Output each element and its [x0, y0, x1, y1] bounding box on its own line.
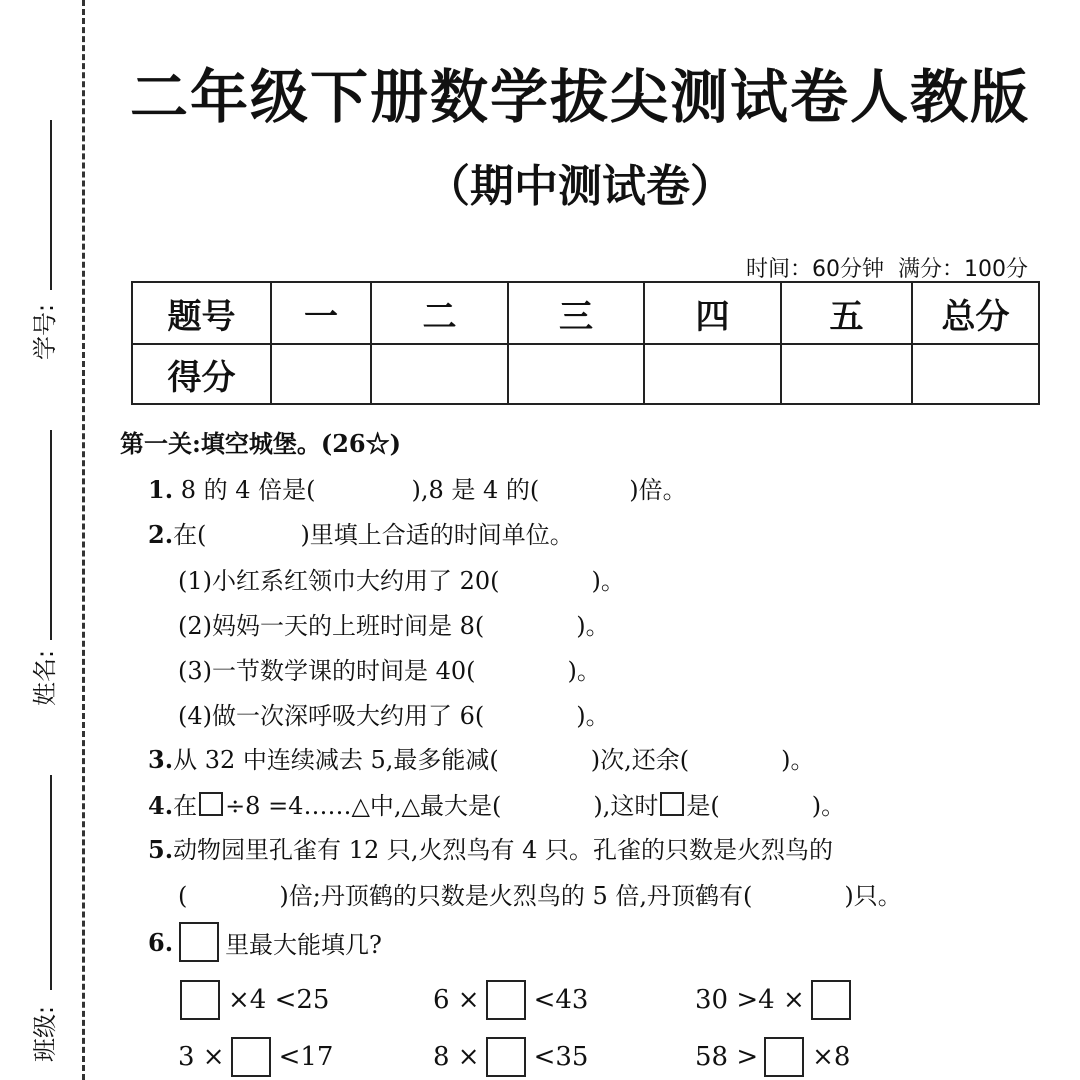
question-text: (4)做一次深呼吸大约用了 6(: [178, 702, 485, 730]
inequality: [180, 980, 329, 1020]
question-text: )倍。: [629, 476, 687, 504]
question-text: 在(: [173, 521, 207, 549]
question-5: [148, 830, 833, 865]
question-text: )倍;丹顶鹤的只数是火烈鸟的 5 倍,丹顶鹤有(: [279, 882, 753, 910]
question-text: 在: [173, 792, 198, 820]
question-text: )只。: [844, 882, 902, 910]
score-cell-total[interactable]: [912, 344, 1039, 404]
square-blank-icon: [179, 922, 219, 962]
question-2-1: [178, 561, 625, 596]
header-cell-4: 四: [644, 282, 781, 344]
inequality: [695, 980, 851, 1020]
header-cell-total: 总分: [912, 282, 1039, 344]
inequality-text: ×8: [812, 1042, 851, 1072]
name-label: 姓名:: [30, 649, 59, 707]
question-text: )。: [591, 567, 625, 595]
exam-full-score: 满分：100分: [898, 257, 1028, 282]
question-2: [148, 515, 574, 550]
question-3: [148, 740, 814, 775]
student-no-line[interactable]: [50, 120, 52, 290]
page-title: 二年级下册数学拔尖测试卷人教版: [129, 63, 1030, 131]
score-cell-1[interactable]: [271, 344, 371, 404]
score-cell-3[interactable]: [508, 344, 644, 404]
inequality-text: <35: [533, 1042, 589, 1072]
inequality-text: ×4 <25: [228, 985, 330, 1015]
question-6: [148, 922, 382, 962]
answer-box[interactable]: [231, 1037, 271, 1077]
question-number: 5.: [148, 835, 174, 864]
question-text: 动物园里孔雀有 12 只,火烈鸟有 4 只。孔雀的只数是火烈鸟的: [173, 836, 834, 864]
inequality-text: <17: [278, 1042, 334, 1072]
inequality: [695, 1037, 850, 1077]
score-table-score-row: [132, 344, 1039, 404]
question-text: ),这时: [593, 792, 659, 820]
question-number: 6.: [148, 927, 174, 957]
score-cell-2[interactable]: [371, 344, 508, 404]
header-cell-5: 五: [781, 282, 912, 344]
question-text: 从 32 中连续减去 5,最多能减(: [173, 746, 499, 774]
question-2-2: [178, 606, 610, 641]
question-text: )。: [576, 702, 610, 730]
binding-dashed-line: [82, 0, 85, 1080]
score-cell-5[interactable]: [781, 344, 912, 404]
name-line[interactable]: [50, 430, 52, 640]
exam-meta: [746, 252, 1028, 283]
question-5-line2: [178, 876, 902, 911]
answer-box[interactable]: [486, 1037, 526, 1077]
answer-box[interactable]: [811, 980, 851, 1020]
question-text: )。: [781, 746, 815, 774]
class-line[interactable]: [50, 775, 52, 990]
question-number: 1.: [148, 475, 174, 504]
question-text: (2)妈妈一天的上班时间是 8(: [178, 612, 485, 640]
answer-box[interactable]: [486, 980, 526, 1020]
question-number: 2.: [148, 520, 174, 549]
class-label: 班级:: [30, 1005, 59, 1063]
question-text: )里填上合适的时间单位。: [300, 521, 574, 549]
question-4: [148, 786, 845, 821]
inequality: [178, 1037, 333, 1077]
question-text: (: [178, 882, 188, 910]
question-text: 是(: [686, 792, 720, 820]
student-no-label: 学号:: [30, 303, 59, 361]
answer-box[interactable]: [180, 980, 220, 1020]
header-cell-2: 二: [371, 282, 508, 344]
section-heading: 第一关:填空城堡。(26☆): [120, 429, 401, 458]
inequality-text: 3 ×: [178, 1042, 225, 1072]
inequality: [433, 1037, 588, 1077]
question-number: 4.: [148, 791, 174, 820]
score-row-label: 得分: [132, 344, 271, 404]
question-2-3: [178, 651, 601, 686]
score-table: [131, 281, 1040, 405]
question-text: (3)一节数学课的时间是 40(: [178, 657, 476, 685]
question-text: )次,还余(: [590, 746, 690, 774]
page-subtitle: （期中测试卷）: [426, 161, 734, 212]
question-text: ÷8 =4……△中,△最大是(: [225, 792, 502, 820]
score-cell-4[interactable]: [644, 344, 781, 404]
inequality-text: 6 ×: [433, 985, 480, 1015]
question-text: 里最大能填几?: [225, 930, 382, 959]
score-table-header-row: [132, 282, 1039, 344]
inequality: [433, 980, 588, 1020]
inequality-text: 8 ×: [433, 1042, 480, 1072]
header-cell-label: 题号: [132, 282, 271, 344]
header-cell-3: 三: [508, 282, 644, 344]
inequality-text: 30 >4 ×: [695, 985, 805, 1015]
exam-time: 时间：60分钟: [746, 257, 884, 282]
inequality-text: 58 >: [695, 1042, 759, 1072]
square-blank-icon: [660, 792, 684, 816]
question-text: )。: [811, 792, 846, 820]
inequality-text: <43: [533, 985, 589, 1015]
question-1: [148, 470, 687, 505]
question-text: )。: [567, 657, 601, 685]
header-cell-1: 一: [271, 282, 371, 344]
square-blank-icon: [199, 792, 223, 816]
answer-box[interactable]: [764, 1037, 804, 1077]
question-text: (1)小红系红领巾大约用了 20(: [178, 567, 500, 595]
question-text: )。: [576, 612, 610, 640]
question-text: 8 的 4 倍是(: [180, 476, 316, 504]
question-number: 3.: [148, 745, 174, 774]
question-text: ),8 是 4 的(: [411, 476, 540, 504]
question-2-4: [178, 696, 610, 731]
